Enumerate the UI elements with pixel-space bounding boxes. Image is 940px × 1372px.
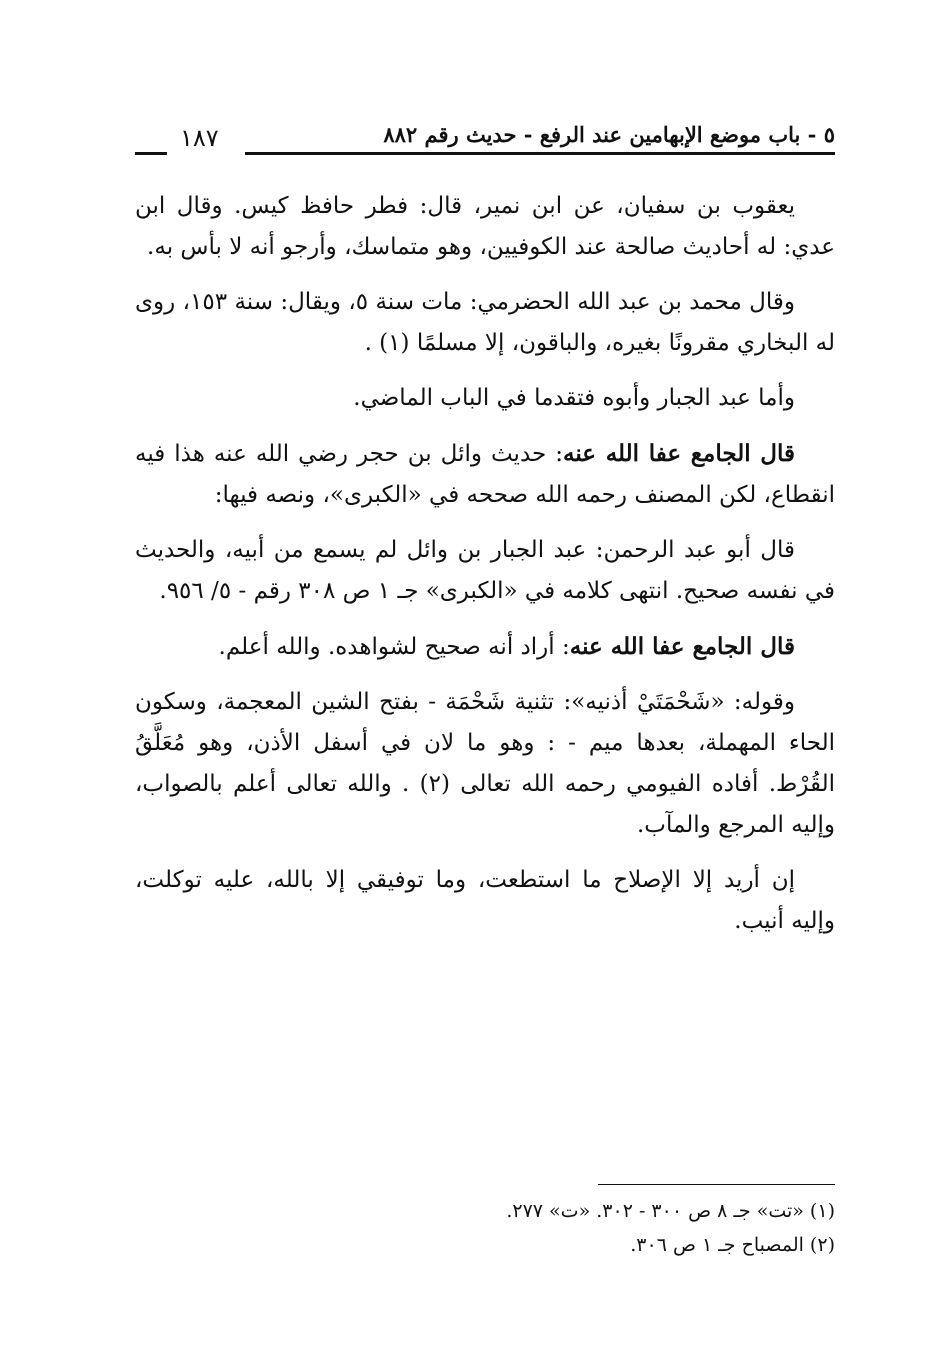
paragraph-text: : حديث وائل بن حجر رضي الله عنه هذا فيه انقطاع، لكن المصنف رحمه الله صححه في «الكبرى»، ونصه فيها: [135,441,835,508]
paragraph-text: وقال محمد بن عبد الله الحضرمي: مات سنة ٥، ويقال: سنة ١٥٣، روى له البخاري مقرونًا بغيره، والباقون، إلا مسلمًا (١) . [135,289,835,356]
paragraph-7 [135,682,835,846]
paragraph-8 [135,860,835,942]
footnote-2: (٢) المصباح جـ ١ ص ٣٠٦. [630,1234,835,1256]
footnotes [135,1194,835,1262]
footnote-1: (١) «تت» جـ ٨ ص ٣٠٠ - ٣٠٢. «ت» ٢٧٧. [506,1200,835,1222]
page-number: ١٨٧ [180,124,219,152]
footnote-separator [598,1184,835,1185]
paragraph-6 [135,626,835,668]
paragraph-text: وقوله: «شَحْمَتَيْ أذنيه»: تثنية شَحْمَة - بفتح الشين المعجمة، وسكون الحاء المهملة، بعدها ميم - : وهو ما لان في أسفل الأذن، وهو مُعَلَّقُ القُرْط. أفاده الفيومي رحمه الله تعالى (٢) . والله تعالى أعلم بالصواب، وإليه المرجع والمآب. [135,689,836,838]
paragraph-text: يعقوب بن سفيان، عن ابن نمير، قال: فطر حافظ كيس. وقال ابن عدي: له أحاديث صالحة عند الكوفيين، وهو متماسك، وأرجو أنه لا بأس به. [135,193,835,260]
paragraph-lead: قال الجامع عفا الله عنه [563,440,796,467]
paragraph-text: قال أبو عبد الرحمن: عبد الجبار بن وائل لم يسمع من أبيه، والحديث في نفسه صحيح. انتهى كلامه في «الكبرى» جـ ١ ص ٣٠٨ رقم - ٥/ ٩٥٦. [135,537,835,604]
header-rule-left [135,152,167,155]
paragraph-5 [135,530,835,612]
page-header [135,122,835,162]
paragraph-lead: قال الجامع عفا الله عنه [569,633,795,660]
header-rule-right [245,152,835,155]
body-text [135,186,835,956]
paragraph-3 [135,378,835,419]
paragraph-text: : أراد أنه صحيح لشواهده. والله أعلم. [218,634,570,660]
paragraph-1 [135,186,835,268]
paragraph-4 [135,433,835,516]
paragraph-text: وأما عبد الجبار وأبوه فتقدما في الباب الماضي. [353,385,795,411]
paragraph-text: إن أريد إلا الإصلاح ما استطعت، وما توفيقي إلا بالله، عليه توكلت، وإليه أنيب. [135,867,835,934]
running-head: ٥ - باب موضع الإبهامين عند الرفع - حديث رقم ٨٨٢ [383,122,835,147]
paragraph-2 [135,282,835,364]
